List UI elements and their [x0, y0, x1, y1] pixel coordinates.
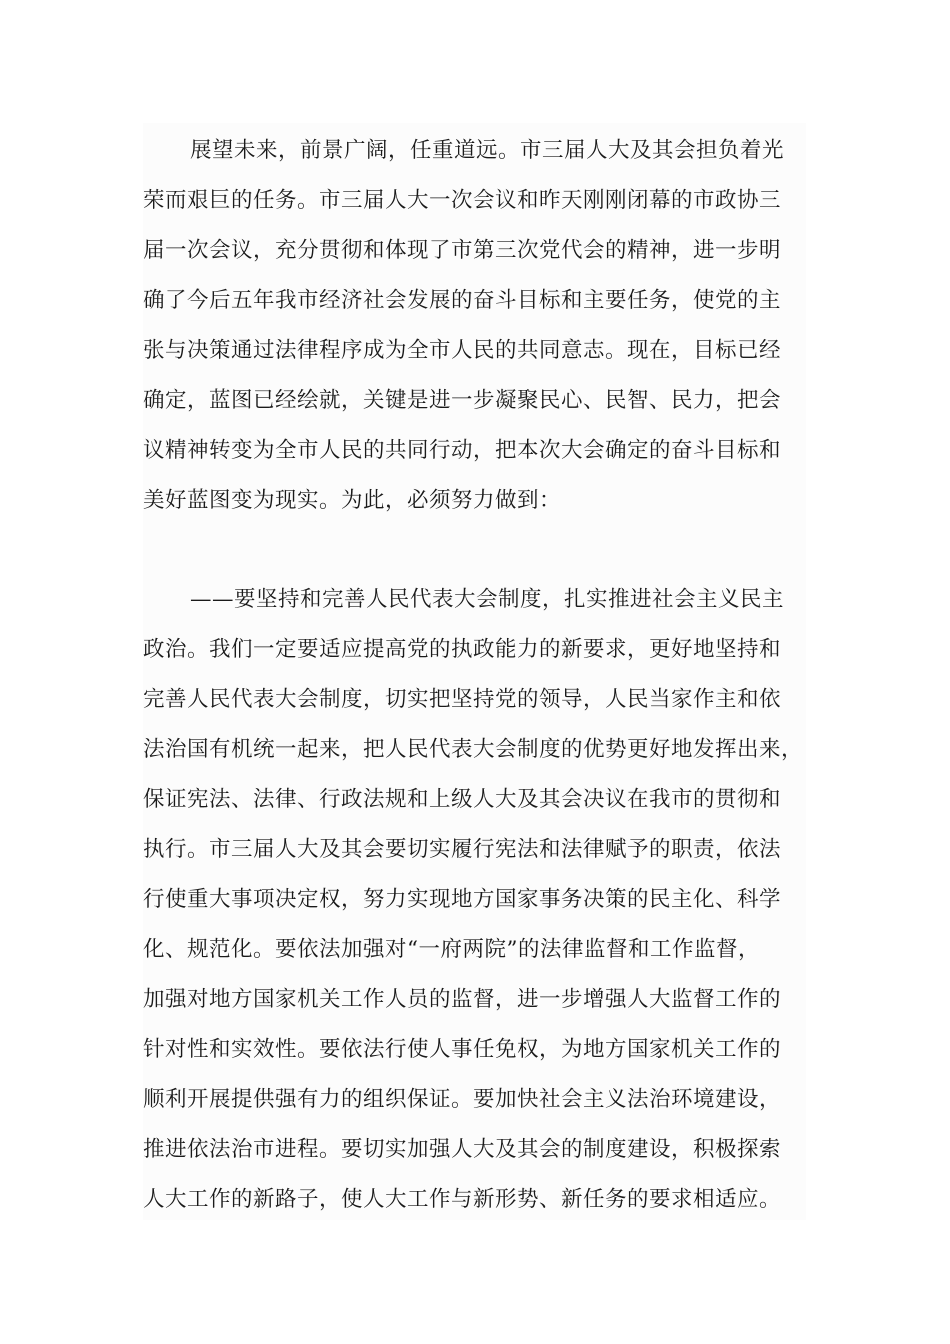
paragraph-1-line: 张与决策通过法律程序成为全市人民的共同意志。现在，目标已经	[143, 338, 782, 363]
paragraph-2-line: 法治国有机统一起来，把人民代表大会制度的优势更好地发挥出来，	[143, 737, 804, 762]
paragraph-1-line: 确定，蓝图已经绘就，关键是进一步凝聚民心、民智、民力，把会	[143, 388, 782, 413]
paragraph-2-line: 人大工作的新路子，使人大工作与新形势、新任务的要求相适应。	[143, 1187, 782, 1212]
paragraph-2-line: ——要坚持和完善人民代表大会制度，扎实推进社会主义民主	[190, 587, 785, 612]
paragraph-1-line: 确了今后五年我市经济社会发展的奋斗目标和主要任务，使党的主	[143, 288, 782, 313]
paragraph-1-line: 展望未来，前景广阔，任重道远。市三届人大及其会担负着光	[190, 138, 785, 163]
paragraph-2-line: 顺利开展提供强有力的组织保证。要加快社会主义法治环境建设，	[143, 1087, 782, 1112]
paragraph-2-line: 推进依法治市进程。要切实加强人大及其会的制度建设，积极探索	[143, 1137, 782, 1162]
paragraph-2-line: 执行。市三届人大及其会要切实履行宪法和法律赋予的职责，依法	[143, 837, 782, 862]
paragraph-2-line: 化、规范化。要依法加强对“一府两院”的法律监督和工作监督，	[143, 937, 760, 962]
paragraph-2-line: 完善人民代表大会制度，切实把坚持党的领导，人民当家作主和依	[143, 687, 782, 712]
paragraph-2-line: 保证宪法、法律、行政法规和上级人大及其会决议在我市的贯彻和	[143, 787, 782, 812]
paragraph-2-line: 政治。我们一定要适应提高党的执政能力的新要求，更好地坚持和	[143, 637, 782, 662]
paragraph-2-line: 针对性和实效性。要依法行使人事任免权，为地方国家机关工作的	[143, 1037, 782, 1062]
paragraph-1-line: 届一次会议，充分贯彻和体现了市第三次党代会的精神，进一步明	[143, 238, 782, 263]
paragraph-1-line: 议精神转变为全市人民的共同行动，把本次大会确定的奋斗目标和	[143, 438, 782, 463]
paragraph-2-line: 加强对地方国家机关工作人员的监督，进一步增强人大监督工作的	[143, 987, 782, 1012]
paragraph-1-line: 美好蓝图变为现实。为此，必须努力做到：	[143, 488, 562, 513]
paragraph-1-line: 荣而艰巨的任务。市三届人大一次会议和昨天刚刚闭幕的市政协三	[143, 188, 782, 213]
paragraph-2-line: 行使重大事项决定权，努力实现地方国家事务决策的民主化、科学	[143, 887, 782, 912]
